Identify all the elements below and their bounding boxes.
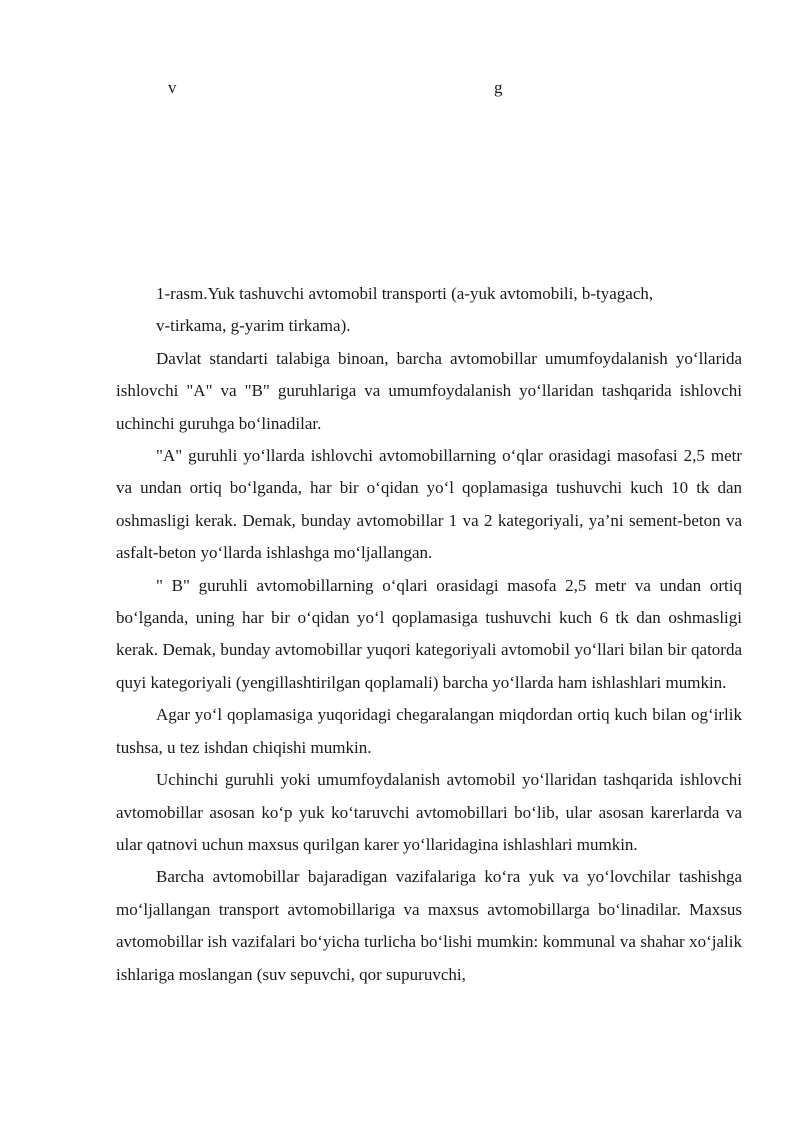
paragraph-group-three: Uchinchi guruhli yoki umumfoydalanish avtomobil yo‘llaridan tashqarida ishlovchi avtomobillar asosan ko‘p yuk ko‘taruvchi avtomobillari bo‘lib, ular asosan karerlarda va ular qatnovi uchun maxsus qurilgan karer yo‘llaridagina ishlashlari mumkin.: [116, 770, 742, 854]
figure-caption-line-2: v-tirkama, g-yarim tirkama).: [156, 316, 351, 336]
paragraph-overload: Agar yo‘l qoplamasiga yuqoridagi chegaralangan miqdordan ortiq kuch bilan og‘irlik tushsa, u tez ishdan chiqishi mumkin.: [116, 705, 742, 757]
paragraph-purpose: Barcha avtomobillar bajaradigan vazifalariga ko‘ra yuk va yo‘lovchilar tashishga mo‘ljallangan transport avtomobillariga va maxsus avtomobillarga bo‘linadilar. Maxsus avtomobillar ish vazifalari bo‘yicha turlicha bo‘lishi mumkin: kommunal va shahar xo‘jalik ishlariga moslangan (suv sepuvchi, qor supuruvchi,: [116, 867, 742, 984]
paragraph-groups-intro: Davlat standarti talabiga binoan, barcha avtomobillar umumfoydalanish yo‘llarida ishlovchi "A" va "B" guruhlariga va umumfoydalanish yo‘llaridan tashqarida ishlovchi uchinchi guruhga bo‘linadilar.: [116, 348, 742, 433]
paragraph-group-b: " B" guruhli avtomobillarning o‘qlari orasidagi masofa 2,5 metr va undan ortiq bo‘lganda, uning har bir o‘qidan yo‘l qoplamasiga tushuvchi kuch 6 tk dan oshmasligi kerak. Demak, bunday avtomobillar yuqori kategoriyali avtomobil yo‘llari bilan bir qatorda quyi kategoriyali (yengillashtirilgan qoplamali) barcha yo‘llarda ham ishlashlari mumkin.: [116, 575, 742, 692]
figure-caption-line-1: 1-rasm.Yuk tashuvchi avtomobil transporti (a-yuk avtomobili, b-tyagach,: [156, 284, 654, 303]
figure-label-v: v: [168, 78, 177, 97]
document-body: [116, 278, 742, 991]
figure-labels: [0, 78, 800, 102]
figure-label-g: g: [494, 78, 503, 97]
paragraph-group-a: "A" guruhli yo‘llarda ishlovchi avtomobillarning o‘qlar orasidagi masofasi 2,5 metr va undan ortiq bo‘lganda, har bir o‘qidan yo‘l qoplamasiga tushuvchi kuch 10 tk dan oshmasligi kerak. Demak, bunday avtomobillar 1 va 2 kategoriyali, ya’ni sement-beton va asfalt-beton yo‘llarda ishlashga mo‘ljallangan.: [116, 446, 742, 563]
